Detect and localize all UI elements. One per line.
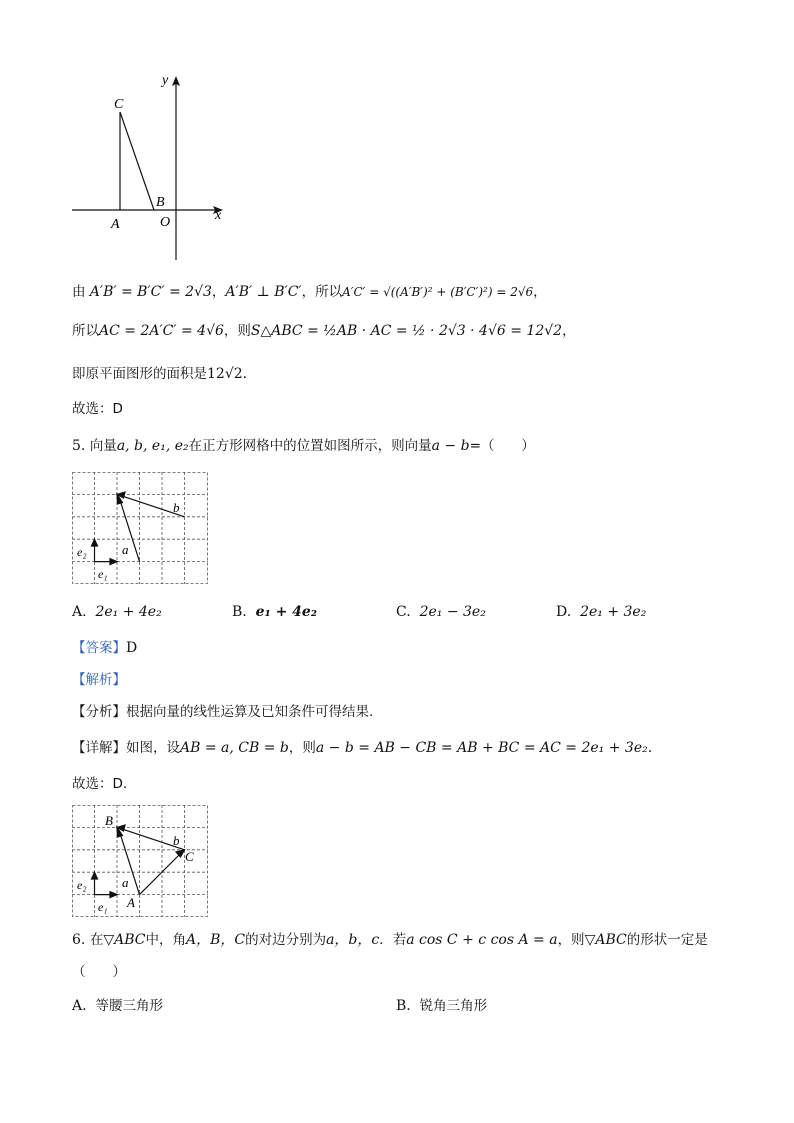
option-6-b[interactable]: B. 锐角三角形 xyxy=(396,998,488,1014)
choose-answer-prev: 故选：D xyxy=(72,401,123,417)
label-c: C xyxy=(114,97,124,112)
label-b: B xyxy=(156,195,165,210)
label-a: a xyxy=(122,875,129,890)
answer-line: 【答案】D xyxy=(72,640,138,656)
choose-answer: 故选：D. xyxy=(72,776,128,792)
solution-line-2: 所以AC = 2A′C′ = 4√6，则S△ABC = ½AB · AC = ½ · 2√3 · 4√6 = 12√2， xyxy=(72,323,576,339)
option-5-b[interactable]: B. e₁ + 4e₂ xyxy=(232,604,317,620)
detail-line: 【详解】如图，设AB = a, CB = b，则a − b = AB − CB = AB + BC = AC = 2e₁ + 3e₂. xyxy=(72,740,653,756)
segment-cb xyxy=(120,112,154,210)
question-6-bracket: （ ） xyxy=(72,964,126,980)
solution-line-3: 即原平面图形的面积是12√2. xyxy=(72,366,248,382)
vector-e1-arrowhead xyxy=(110,892,117,898)
figure-vector-grid-1 xyxy=(72,472,208,584)
analysis-header: 【解析】 xyxy=(72,672,126,688)
label-point-c: C xyxy=(185,849,194,864)
figure-vector-grid-2 xyxy=(72,805,208,917)
question-5-stem: 5. 向量a, b, e₁, e₂在正方形网格中的位置如图所示，则向量a − b=（ ） xyxy=(72,438,535,454)
label-e1: e₁ xyxy=(98,567,108,581)
vector-e1-arrowhead xyxy=(110,559,117,565)
option-5-d[interactable]: D. 2e₁ + 3e₂ xyxy=(556,604,647,620)
label-a: a xyxy=(122,542,129,557)
vector-ac xyxy=(140,852,183,895)
label-b: b xyxy=(173,833,180,848)
figure-triangle-axes xyxy=(68,70,238,265)
option-6-a[interactable]: A. 等腰三角形 xyxy=(72,998,163,1014)
option-5-c[interactable]: C. 2e₁ − 3e₂ xyxy=(396,604,486,620)
label-x: x xyxy=(215,208,222,223)
label-e1: e₁ xyxy=(98,900,108,914)
label-b: b xyxy=(173,500,180,515)
label-point-a: A xyxy=(127,895,135,910)
option-5-a[interactable]: A. 2e₁ + 4e₂ xyxy=(72,604,162,620)
label-e2: e₂ xyxy=(77,545,87,559)
question-6-stem: 6. 在▽ABC中，角A，B，C的对边分别为a，b，c．若a cos C + c cos A = a，则▽ABC的形状一定是 xyxy=(72,932,708,948)
solution-line-1: 由 A′B′ = B′C′ = 2√3，A′B′ ⊥ B′C′，所以A′C′ = √((A′B′)² + (B′C′)²) = 2√6， xyxy=(72,284,547,300)
label-a: A xyxy=(111,217,120,232)
label-point-b: B xyxy=(105,813,113,828)
vector-e2-arrowhead xyxy=(92,872,98,879)
label-e2: e₂ xyxy=(77,878,87,892)
analysis-summary: 【分析】根据向量的线性运算及已知条件可得结果. xyxy=(72,704,374,720)
label-y: y xyxy=(162,73,169,88)
vector-e2-arrowhead xyxy=(92,539,98,546)
label-o: O xyxy=(160,215,171,230)
